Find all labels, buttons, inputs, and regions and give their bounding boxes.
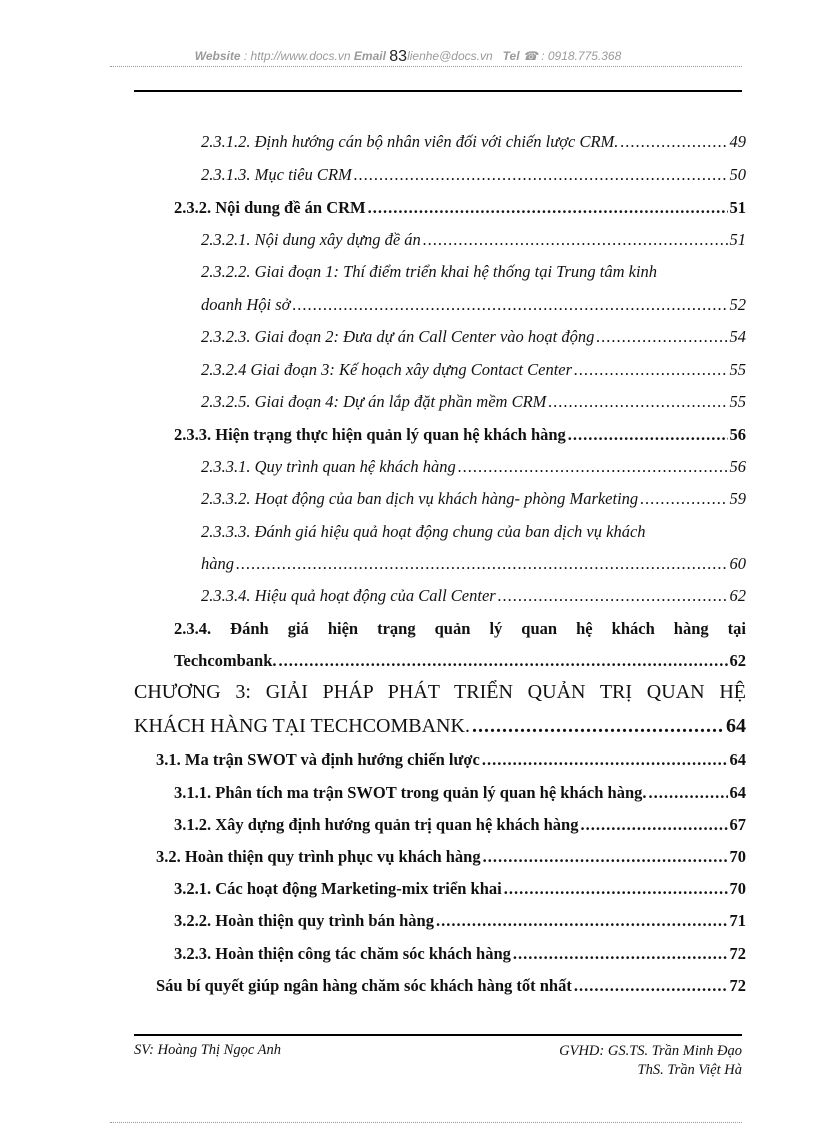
toc-leader (423, 230, 728, 250)
toc-page-number: 72 (729, 976, 746, 995)
toc-entry-text: CHƯƠNG 3: GIẢI PHÁP PHÁT TRIỂN QUẢN TRỊ QUAN HỆ (134, 681, 746, 703)
toc-leader (236, 554, 728, 574)
toc-entry[interactable] (201, 489, 746, 509)
toc-entry-text: 2.3.2.2. Giai đoạn 1: Thí điểm triển khai hệ thống tại Trung tâm kinh (201, 262, 658, 281)
toc-entry-wrapped[interactable] (201, 522, 746, 542)
footer-rule (134, 1034, 742, 1036)
email-label: Email (353, 49, 386, 63)
toc-entry[interactable] (174, 783, 746, 803)
toc-page-number: 56 (729, 425, 746, 444)
toc-leader (596, 327, 727, 347)
toc-entry-text: 2.3.4. Đánh giá hiện trạng quản lý quan hệ khách hàng tại (174, 619, 746, 638)
toc-leader (279, 651, 728, 671)
toc-page-number: 64 (729, 750, 746, 769)
toc-page-number: 51 (729, 198, 746, 217)
toc-entry-text: 2.3.2.4 Giai đoạn 3: Kế hoạch xây dựng Contact Center (201, 360, 573, 379)
page-number: 83 (389, 48, 408, 65)
toc-page-number: 50 (729, 165, 746, 184)
toc-leader (483, 847, 728, 867)
toc-page-number: 64 (729, 783, 746, 802)
toc-page-number: 62 (729, 651, 746, 670)
toc-leader (498, 586, 728, 606)
toc-leader (580, 815, 727, 835)
toc-entry-text: 2.3.2.3. Giai đoạn 2: Đưa dự án Call Center vào hoạt động (201, 327, 595, 346)
toc-entry[interactable] (156, 976, 746, 996)
toc-page-number: 62 (729, 586, 746, 605)
toc-leader (568, 425, 728, 445)
website-label: Website (194, 49, 241, 63)
toc-page-number: 67 (729, 815, 746, 834)
toc-leader (640, 489, 727, 509)
toc-page-number: 55 (729, 360, 746, 379)
toc-entry-text: 3.2.2. Hoàn thiện quy trình bán hàng (174, 911, 434, 930)
toc-leader (504, 879, 728, 899)
toc-entry[interactable] (201, 554, 746, 574)
toc-leader (620, 132, 727, 152)
toc-entry[interactable] (201, 165, 746, 185)
toc-page-number: 49 (729, 132, 746, 151)
toc-entry-text: 2.3.1.2. Định hướng cán bộ nhân viên đối với chiến lược CRM. (201, 132, 619, 151)
toc-entry[interactable] (174, 425, 746, 445)
toc-leader (436, 911, 728, 931)
tel-value: : 0918.775.368 (537, 49, 622, 63)
footer-student: SV: Hoàng Thị Ngọc Anh (134, 1042, 282, 1058)
toc-leader (368, 198, 728, 218)
toc-entry[interactable] (156, 750, 746, 770)
site-header (0, 48, 816, 66)
toc-leader (649, 783, 728, 803)
toc-chapter-heading[interactable] (134, 681, 746, 704)
toc-entry-text: 2.3.2. Nội dung đề án CRM (174, 198, 366, 217)
toc-entry-text: Techcombank. (174, 651, 277, 670)
toc-entry-text: 2.3.3.4. Hiệu quả hoạt động của Call Center (201, 586, 496, 605)
toc-entry[interactable] (201, 230, 746, 250)
toc-entry-text: 2.3.3.2. Hoạt động của ban dịch vụ khách hàng- phòng Marketing (201, 489, 639, 508)
toc-entry[interactable] (201, 295, 746, 315)
toc-leader (472, 715, 724, 738)
toc-entry-text: doanh Hội sở (201, 295, 291, 314)
toc-page-number: 70 (729, 847, 746, 866)
toc-entry[interactable] (201, 132, 746, 152)
toc-entry-text: 2.3.1.3. Mục tiêu CRM (201, 165, 352, 184)
toc-page-number: 51 (729, 230, 746, 249)
toc-leader (354, 165, 728, 185)
toc-entry[interactable] (201, 392, 746, 412)
toc-entry-wrapped[interactable] (201, 262, 746, 282)
toc-entry-text: 2.3.2.5. Giai đoạn 4: Dự án lắp đặt phần mềm CRM (201, 392, 547, 411)
toc-entry[interactable] (174, 651, 746, 671)
toc-entry-text: 3.2.3. Hoàn thiện công tác chăm sóc khách hàng (174, 944, 511, 963)
toc-entry-text: 2.3.3.1. Quy trình quan hệ khách hàng (201, 457, 456, 476)
toc-entry[interactable] (156, 847, 746, 867)
toc-entry-text: 3.2. Hoàn thiện quy trình phục vụ khách hàng (156, 847, 481, 866)
toc-leader (482, 750, 728, 770)
toc-leader (548, 392, 727, 412)
tel-label: Tel (502, 49, 520, 63)
toc-entry-text: 2.3.3.3. Đánh giá hiệu quả hoạt động chung của ban dịch vụ khách (201, 522, 646, 541)
footer-advisor-line1: GVHD: GS.TS. Trần Minh Đạo (559, 1043, 742, 1059)
header-rule (134, 90, 742, 92)
toc-entry-text: KHÁCH HÀNG TẠI TECHCOMBANK. (134, 715, 470, 737)
toc-page-number: 70 (729, 879, 746, 898)
toc-page-number: 71 (729, 911, 746, 930)
website-url[interactable]: : http://www.docs.vn (240, 49, 354, 63)
toc-leader (513, 944, 728, 964)
toc-entry[interactable] (201, 327, 746, 347)
toc-leader (458, 457, 728, 477)
toc-entry[interactable] (174, 944, 746, 964)
toc-page-number: 72 (729, 944, 746, 963)
toc-page-number: 56 (729, 457, 746, 476)
footer-advisor-line2: ThS. Trần Việt Hà (637, 1062, 742, 1078)
toc-leader (292, 295, 727, 315)
header-dotted-divider (110, 66, 742, 67)
toc-entry-wrapped[interactable] (174, 619, 746, 639)
toc-entry-text: 2.3.2.1. Nội dung xây dựng đề án (201, 230, 421, 249)
phone-icon: ☎ (522, 49, 538, 63)
toc-entry-text: 2.3.3. Hiện trạng thực hiện quản lý quan hệ khách hàng (174, 425, 566, 444)
toc-leader (574, 360, 727, 380)
toc-page-number: 59 (729, 489, 746, 508)
toc-entry-text: 3.2.1. Các hoạt động Marketing-mix triển khai (174, 879, 502, 898)
email-value[interactable]: lienhe@docs.vn (407, 49, 493, 63)
toc-page-number: 52 (729, 295, 746, 314)
footer-advisors (559, 1042, 742, 1080)
toc-entry[interactable] (201, 586, 746, 606)
toc-entry-text: hàng (201, 554, 234, 573)
toc-entry[interactable] (201, 360, 746, 380)
toc-entry[interactable] (174, 879, 746, 899)
toc-entry-text: 3.1.2. Xây dựng định hướng quản trị quan hệ khách hàng (174, 815, 579, 834)
toc-page-number: 54 (729, 327, 746, 346)
toc-page-number: 60 (729, 554, 746, 573)
toc-entry[interactable] (174, 198, 746, 218)
toc-page-number: 64 (726, 715, 746, 737)
toc-page-number: 55 (729, 392, 746, 411)
toc-entry[interactable] (174, 815, 746, 835)
toc-chapter-heading[interactable] (134, 715, 746, 738)
toc-entry-text: 3.1.1. Phân tích ma trận SWOT trong quản lý quan hệ khách hàng. (174, 783, 647, 802)
toc-entry-text: Sáu bí quyết giúp ngân hàng chăm sóc khách hàng tốt nhất (156, 976, 572, 995)
toc-entry[interactable] (201, 457, 746, 477)
toc-leader (574, 976, 728, 996)
toc-entry-text: 3.1. Ma trận SWOT và định hướng chiến lược (156, 750, 480, 769)
toc-entry[interactable] (174, 911, 746, 931)
